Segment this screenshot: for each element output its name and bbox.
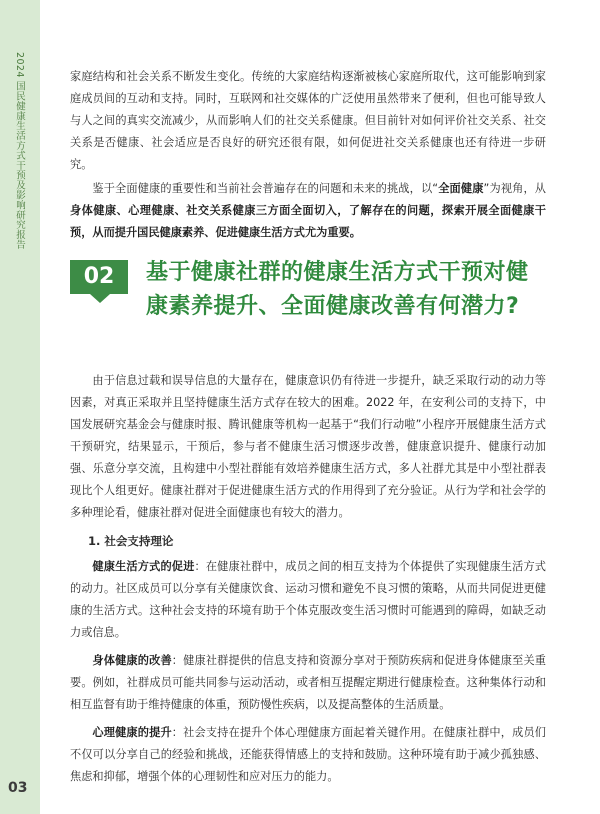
sidebar-strip bbox=[0, 0, 40, 814]
section-header bbox=[70, 256, 546, 356]
emphasis-full-health: 全面健康 bbox=[438, 182, 484, 195]
section-title: 基于健康社群的健康生活方式干预对健康素养提升、全面健康改善有何潜力? bbox=[146, 260, 529, 319]
section-number-badge: 02 bbox=[70, 260, 128, 294]
body-paragraph-lifestyle: 健康生活方式的促进：在健康社群中，成员之间的相互支持为个体提供了实现健康生活方式的动力。社区成员可以分享有关健康饮食、运动习惯和避免不良习惯的策略，从而共同促进更健康的生活方式。这种社会支持的环境有助于个体克服改变生活习惯时可能遇到的障碍，如缺乏动力或信息。 bbox=[70, 560, 546, 639]
body-paragraph-mental: 心理健康的提升：社会支持在提升个体心理健康方面起着关键作用。在健康社群中，成员们不仅可以分享自己的经验和挑战，还能获得情感上的支持和鼓励。这种环境有助于减少孤独感、焦虑和抑郁，增强个体的心理韧性和应对压力的能力。 bbox=[70, 726, 546, 783]
subheading-social-support: 1. 社会支持理论 bbox=[88, 534, 174, 548]
section-body bbox=[70, 370, 546, 788]
report-running-title: 2024 国民健康生活方式干预及影响研究报告 bbox=[14, 52, 25, 250]
page-number: 03 bbox=[8, 780, 28, 796]
body-paragraph-1: 由于信息过载和误导信息的大量存在，健康意识仍有待进一步提升，缺乏采取行动的动力等因素，对真正采取并且坚持健康生活方式存在较大的困难。2022 年，在安利公司的支持下，中国发展研究基金会与健康时报、腾讯健康等机构一起基于“我们行动啦”小程序开展健康生活方式干预研究，结果显示，干预后，参与者不健康生活习惯逐步改善，健康意识提升、健康行动加强、乐意分享交流，且构建中小型社群能有效培养健康生活方式，多人社群尤其是中小型社群表现比个人组更好。健康社群对于促进健康生活方式的作用得到了充分验证。从行为学和社会学的多种理论看，健康社群对促进全面健康也有较大的潜力。 bbox=[70, 374, 546, 519]
intro-paragraph-2: 鉴于全面健康的重要性和当前社会普遍存在的问题和未来的挑战，以“全面健康”为视角，从身体健康、心理健康、社交关系健康三方面全面切入，了解存在的问题，探索开展全面健康干预，从而提升国民健康素养、促进健康生活方式尤为重要。 bbox=[70, 182, 546, 239]
body-paragraph-physical: 身体健康的改善：健康社群提供的信息支持和资源分享对于预防疾病和促进身体健康至关重要。例如，社群成员可能共同参与运动活动，或者相互提醒定期进行健康检查。这种集体行动和相互监督有助于维持健康的体重，预防慢性疾病，以及提高整体的生活质量。 bbox=[70, 654, 546, 711]
badge-speech-tail bbox=[90, 294, 110, 303]
intro-text bbox=[70, 66, 546, 244]
intro-paragraph-1: 家庭结构和社会关系不断发生变化。传统的大家庭结构逐渐被核心家庭所取代，这可能影响到家庭成员间的互动和支持。同时，互联网和社交媒体的广泛使用虽然带来了便利，但也可能导致人与人之间的真实交流减少，从而影响人们的社交关系健康。但目前针对如何评价社交关系、社交关系是否健康、社会适应是否良好的研究还很有限，如何促进社交关系健康也还有待进一步研究。 bbox=[70, 70, 546, 171]
emphasis-conclusion: 身体健康、心理健康、社交关系健康三方面全面切入，了解存在的问题，探索开展全面健康干预，从而提升国民健康素养、促进健康生活方式尤为重要。 bbox=[70, 204, 546, 239]
